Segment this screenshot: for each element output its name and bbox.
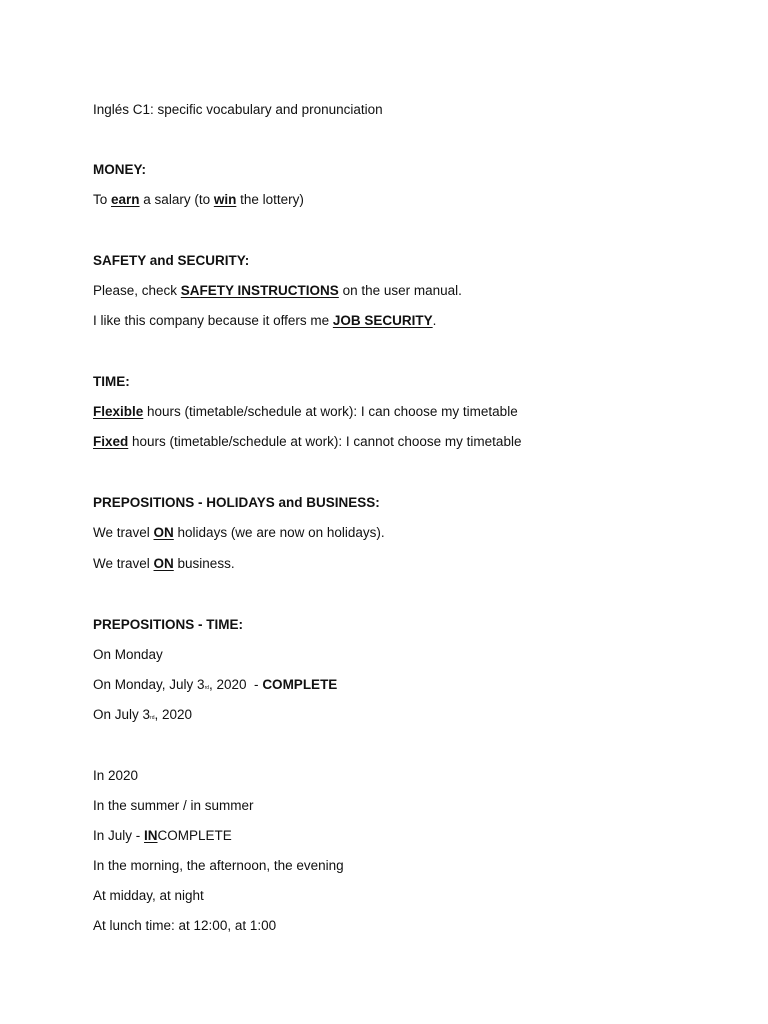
- text: , 2020: [154, 707, 193, 722]
- text: holidays (we are now on holidays).: [173, 525, 385, 540]
- keyword-complete: COMPLETE: [262, 677, 338, 692]
- keyword-earn: earn: [111, 192, 140, 207]
- prep-time-line-3: [93, 707, 192, 726]
- text: On July 3: [93, 707, 151, 722]
- text: a salary (to: [139, 192, 214, 207]
- keyword-on: ON: [153, 525, 174, 540]
- prep-holidays-heading: PREPOSITIONS - HOLIDAYS and BUSINESS:: [93, 495, 380, 510]
- prep-time-line-5: In the summer / in summer: [93, 798, 254, 813]
- keyword-job-security: JOB SECURITY: [332, 313, 433, 328]
- prep-time-line-4: In 2020: [93, 768, 139, 783]
- ordinal-suffix: rd: [150, 715, 155, 721]
- ordinal-suffix: rd: [204, 685, 210, 691]
- safety-line-2: [93, 313, 436, 329]
- prep-holidays-line-2: [93, 556, 235, 572]
- safety-heading: SAFETY and SECURITY:: [93, 253, 250, 268]
- time-line-1: [93, 404, 518, 420]
- keyword-fixed: Fixed: [93, 434, 129, 449]
- prep-time-line-8: At midday, at night: [93, 888, 204, 903]
- text: We travel: [93, 525, 154, 540]
- text: the lottery): [236, 192, 304, 207]
- text: To: [93, 192, 112, 207]
- text: .: [432, 313, 437, 328]
- text: hours (timetable/schedule at work): I can choose my timetable: [143, 404, 518, 419]
- keyword-in: IN: [144, 828, 158, 843]
- prep-time-line-2: [93, 677, 337, 696]
- text: In July -: [93, 828, 145, 843]
- text: On Monday, July 3: [93, 677, 205, 692]
- prep-time-line-1: On Monday: [93, 647, 163, 662]
- keyword-on: ON: [153, 556, 174, 571]
- money-line-1: [93, 192, 304, 208]
- keyword-safety-instructions: SAFETY INSTRUCTIONS: [180, 283, 339, 298]
- text: , 2020 -: [209, 677, 263, 692]
- text: Please, check: [93, 283, 181, 298]
- money-heading: MONEY:: [93, 162, 146, 177]
- text: I like this company because it offers me: [93, 313, 333, 328]
- prep-time-line-6: [93, 828, 232, 844]
- text: hours (timetable/schedule at work): I cannot choose my timetable: [128, 434, 522, 449]
- prep-time-line-7: In the morning, the afternoon, the evening: [93, 858, 344, 873]
- prep-time-heading: PREPOSITIONS - TIME:: [93, 617, 244, 632]
- prep-holidays-line-1: [93, 525, 385, 541]
- text: business.: [173, 556, 235, 571]
- text: on the user manual.: [338, 283, 462, 298]
- safety-line-1: [93, 283, 462, 299]
- keyword-flexible: Flexible: [93, 404, 144, 419]
- keyword-win: win: [213, 192, 237, 207]
- time-line-2: [93, 434, 521, 450]
- time-heading: TIME:: [93, 374, 130, 389]
- document-title: Inglés C1: specific vocabulary and pronunciation: [93, 102, 383, 117]
- text: We travel: [93, 556, 154, 571]
- prep-time-line-9: At lunch time: at 12:00, at 1:00: [93, 918, 277, 933]
- text: COMPLETE: [157, 828, 232, 843]
